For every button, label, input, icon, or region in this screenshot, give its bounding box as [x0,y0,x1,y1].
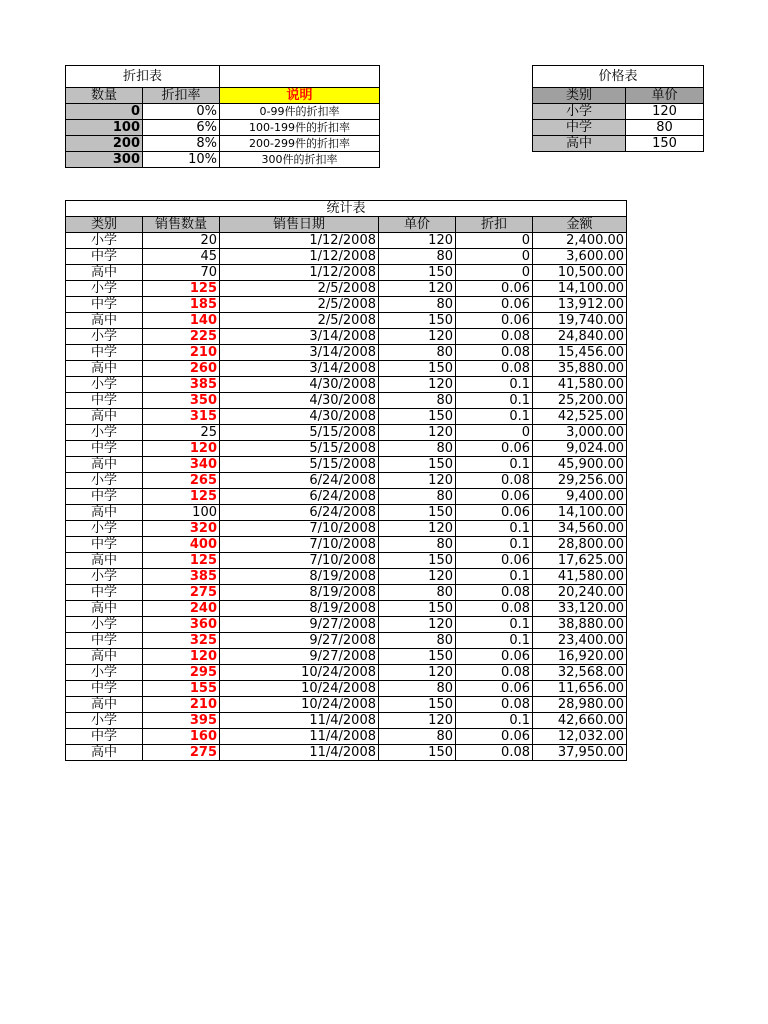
table-row [66,425,627,441]
sales-disc-cell[interactable]: 0.08 [456,585,533,601]
price-row [533,136,704,152]
discount-row [66,120,380,136]
sales-date-cell[interactable]: 3/14/2008 [220,329,379,345]
table-row [66,505,627,521]
sales-cat-cell[interactable]: 小学 [66,329,143,345]
sales-amt-cell[interactable]: 16,920.00 [533,649,627,665]
sales-qty-cell[interactable]: 20 [143,233,220,249]
sales-cat-cell[interactable]: 小学 [66,425,143,441]
sales-qty-cell[interactable]: 275 [143,585,220,601]
sales-disc-cell[interactable]: 0.06 [456,553,533,569]
price-table [532,65,704,152]
sales-header-qty[interactable]: 销售数量 [143,217,220,233]
sales-date-cell[interactable]: 4/30/2008 [220,393,379,409]
sales-disc-cell[interactable]: 0.1 [456,569,533,585]
sales-price-cell[interactable]: 150 [379,697,456,713]
table-row [66,681,627,697]
sales-title[interactable]: 统计表 [66,201,627,217]
sales-price-cell[interactable]: 120 [379,425,456,441]
sales-cat-cell[interactable]: 小学 [66,617,143,633]
sales-qty-cell[interactable]: 265 [143,473,220,489]
sales-price-cell[interactable]: 120 [379,233,456,249]
sales-amt-cell[interactable]: 15,456.00 [533,345,627,361]
price-header-cat[interactable]: 类别 [533,88,626,104]
sales-date-cell[interactable]: 11/4/2008 [220,713,379,729]
sales-disc-cell[interactable]: 0.08 [456,345,533,361]
discount-body [66,104,380,168]
sales-cat-cell[interactable]: 高中 [66,361,143,377]
sales-disc-cell[interactable]: 0.06 [456,441,533,457]
sales-amt-cell[interactable]: 42,660.00 [533,713,627,729]
table-row [66,617,627,633]
sales-price-cell[interactable]: 150 [379,457,456,473]
sales-disc-cell[interactable]: 0.06 [456,489,533,505]
discount-title[interactable]: 折扣表 [66,66,220,88]
sales-qty-cell[interactable]: 295 [143,665,220,681]
sales-cat-cell[interactable]: 高中 [66,313,143,329]
sales-price-cell[interactable]: 150 [379,313,456,329]
sales-amt-cell[interactable]: 9,400.00 [533,489,627,505]
sales-cat-cell[interactable]: 高中 [66,601,143,617]
sales-cat-cell[interactable]: 中学 [66,633,143,649]
sales-header-disc[interactable]: 折扣 [456,217,533,233]
sales-disc-cell[interactable]: 0 [456,265,533,281]
sales-amt-cell[interactable]: 3,000.00 [533,425,627,441]
sales-cat-cell[interactable]: 小学 [66,665,143,681]
table-row [66,713,627,729]
table-row [66,553,627,569]
discount-rate-cell[interactable]: 10% [143,152,220,168]
sales-disc-cell[interactable]: 0.1 [456,521,533,537]
table-row [66,457,627,473]
price-cat-cell[interactable]: 中学 [533,120,626,136]
sales-amt-cell[interactable]: 45,900.00 [533,457,627,473]
sales-price-cell[interactable]: 150 [379,505,456,521]
sales-qty-cell[interactable]: 140 [143,313,220,329]
sales-price-cell[interactable]: 80 [379,393,456,409]
sales-date-cell[interactable]: 6/24/2008 [220,505,379,521]
sales-date-cell[interactable]: 1/12/2008 [220,233,379,249]
sales-disc-cell[interactable]: 0.06 [456,313,533,329]
sales-date-cell[interactable]: 9/27/2008 [220,617,379,633]
sales-qty-cell[interactable]: 155 [143,681,220,697]
sales-date-cell[interactable]: 1/12/2008 [220,249,379,265]
sales-qty-cell[interactable]: 360 [143,617,220,633]
discount-rate-cell[interactable]: 6% [143,120,220,136]
sales-date-cell[interactable]: 5/15/2008 [220,457,379,473]
price-value-cell[interactable]: 150 [626,136,704,152]
sales-amt-cell[interactable]: 19,740.00 [533,313,627,329]
sales-qty-cell[interactable]: 225 [143,329,220,345]
table-row [66,265,627,281]
price-header-row [533,88,704,104]
sales-disc-cell[interactable]: 0 [456,425,533,441]
sales-disc-cell[interactable]: 0.1 [456,537,533,553]
discount-header-qty[interactable]: 数量 [66,88,143,104]
sales-cat-cell[interactable]: 中学 [66,249,143,265]
sales-disc-cell[interactable]: 0.1 [456,713,533,729]
sales-date-cell[interactable]: 8/19/2008 [220,601,379,617]
sales-cat-cell[interactable]: 小学 [66,521,143,537]
sales-disc-cell[interactable]: 0.06 [456,505,533,521]
table-row [66,633,627,649]
sales-cat-cell[interactable]: 高中 [66,745,143,761]
sales-amt-cell[interactable]: 28,800.00 [533,537,627,553]
sales-price-cell[interactable]: 120 [379,521,456,537]
sales-qty-cell[interactable]: 45 [143,249,220,265]
sales-header-cat[interactable]: 类别 [66,217,143,233]
sales-amt-cell[interactable]: 41,580.00 [533,377,627,393]
sales-header-amt[interactable]: 金额 [533,217,627,233]
sales-price-cell[interactable]: 120 [379,329,456,345]
sales-cat-cell[interactable]: 中学 [66,681,143,697]
sales-date-cell[interactable]: 3/14/2008 [220,361,379,377]
sales-qty-cell[interactable]: 320 [143,521,220,537]
sales-amt-cell[interactable]: 13,912.00 [533,297,627,313]
sales-amt-cell[interactable]: 14,100.00 [533,281,627,297]
sales-cat-cell[interactable]: 小学 [66,377,143,393]
discount-note-cell[interactable]: 0-99件的折扣率 [220,104,380,120]
sales-price-cell[interactable]: 150 [379,745,456,761]
sales-disc-cell[interactable]: 0.06 [456,281,533,297]
sales-price-cell[interactable]: 120 [379,713,456,729]
sales-cat-cell[interactable]: 小学 [66,713,143,729]
sales-price-cell[interactable]: 80 [379,441,456,457]
discount-row [66,136,380,152]
sales-qty-cell[interactable]: 395 [143,713,220,729]
table-row [66,569,627,585]
sales-disc-cell[interactable]: 0.1 [456,393,533,409]
sales-disc-cell[interactable]: 0.08 [456,665,533,681]
sales-qty-cell[interactable]: 260 [143,361,220,377]
sales-disc-cell[interactable]: 0.1 [456,617,533,633]
sales-amt-cell[interactable]: 3,600.00 [533,249,627,265]
sales-price-cell[interactable]: 150 [379,361,456,377]
sales-amt-cell[interactable]: 42,525.00 [533,409,627,425]
table-row [66,697,627,713]
price-header-price[interactable]: 单价 [626,88,704,104]
sales-qty-cell[interactable]: 340 [143,457,220,473]
discount-row [66,104,380,120]
sales-amt-cell[interactable]: 25,200.00 [533,393,627,409]
sales-header-date[interactable]: 销售日期 [220,217,379,233]
table-row [66,345,627,361]
sales-price-cell[interactable]: 80 [379,681,456,697]
sales-amt-cell[interactable]: 34,560.00 [533,521,627,537]
discount-qty-cell[interactable]: 0 [66,104,143,120]
sales-cat-cell[interactable]: 中学 [66,345,143,361]
sales-price-cell[interactable]: 120 [379,473,456,489]
sales-price-cell[interactable]: 80 [379,297,456,313]
sales-qty-cell[interactable]: 185 [143,297,220,313]
sales-cat-cell[interactable]: 中学 [66,489,143,505]
sales-cat-cell[interactable]: 中学 [66,729,143,745]
sales-disc-cell[interactable]: 0 [456,249,533,265]
discount-header-note[interactable]: 说明 [220,88,380,104]
sales-price-cell[interactable]: 120 [379,281,456,297]
sales-qty-cell[interactable]: 210 [143,697,220,713]
sales-amt-cell[interactable]: 14,100.00 [533,505,627,521]
table-row [66,585,627,601]
sales-cat-cell[interactable]: 高中 [66,697,143,713]
sales-title-row [66,201,627,217]
sales-qty-cell[interactable]: 210 [143,345,220,361]
sales-cat-cell[interactable]: 中学 [66,441,143,457]
table-row [66,745,627,761]
sales-disc-cell[interactable]: 0.1 [456,633,533,649]
sales-amt-cell[interactable]: 20,240.00 [533,585,627,601]
sales-cat-cell[interactable]: 高中 [66,505,143,521]
sales-price-cell[interactable]: 80 [379,729,456,745]
sales-amt-cell[interactable]: 33,120.00 [533,601,627,617]
sales-amt-cell[interactable]: 37,950.00 [533,745,627,761]
sales-price-cell[interactable]: 150 [379,553,456,569]
table-row [66,297,627,313]
sales-date-cell[interactable]: 9/27/2008 [220,649,379,665]
table-row [66,377,627,393]
sales-cat-cell[interactable]: 中学 [66,537,143,553]
sales-qty-cell[interactable]: 315 [143,409,220,425]
sales-date-cell[interactable]: 7/10/2008 [220,553,379,569]
sales-date-cell[interactable]: 10/24/2008 [220,681,379,697]
sales-qty-cell[interactable]: 125 [143,553,220,569]
sales-date-cell[interactable]: 10/24/2008 [220,697,379,713]
sales-disc-cell[interactable]: 0.1 [456,409,533,425]
discount-note-cell[interactable]: 300件的折扣率 [220,152,380,168]
sales-date-cell[interactable]: 6/24/2008 [220,473,379,489]
sales-price-cell[interactable]: 120 [379,617,456,633]
discount-qty-cell[interactable]: 200 [66,136,143,152]
sales-amt-cell[interactable]: 41,580.00 [533,569,627,585]
discount-note-cell[interactable]: 200-299件的折扣率 [220,136,380,152]
sales-price-cell[interactable]: 150 [379,409,456,425]
price-body [533,104,704,152]
sales-amt-cell[interactable]: 28,980.00 [533,697,627,713]
sales-date-cell[interactable]: 9/27/2008 [220,633,379,649]
table-row [66,393,627,409]
sales-price-cell[interactable]: 80 [379,537,456,553]
sales-price-cell[interactable]: 120 [379,665,456,681]
sales-date-cell[interactable]: 4/30/2008 [220,377,379,393]
table-row [66,665,627,681]
sales-amt-cell[interactable]: 38,880.00 [533,617,627,633]
discount-header-row [66,88,380,104]
sales-amt-cell[interactable]: 2,400.00 [533,233,627,249]
sales-price-cell[interactable]: 120 [379,569,456,585]
sales-cat-cell[interactable]: 高中 [66,553,143,569]
sales-disc-cell[interactable]: 0 [456,233,533,249]
sales-disc-cell[interactable]: 0.06 [456,649,533,665]
sales-cat-cell[interactable]: 小学 [66,473,143,489]
sales-amt-cell[interactable]: 24,840.00 [533,329,627,345]
sales-date-cell[interactable]: 11/4/2008 [220,729,379,745]
sales-qty-cell[interactable]: 25 [143,425,220,441]
sales-date-cell[interactable]: 2/5/2008 [220,281,379,297]
sales-disc-cell[interactable]: 0.06 [456,681,533,697]
sales-disc-cell[interactable]: 0.1 [456,377,533,393]
discount-rate-cell[interactable]: 0% [143,104,220,120]
sales-cat-cell[interactable]: 高中 [66,409,143,425]
table-row [66,249,627,265]
sales-amt-cell[interactable]: 32,568.00 [533,665,627,681]
discount-rate-cell[interactable]: 8% [143,136,220,152]
discount-qty-cell[interactable]: 100 [66,120,143,136]
sales-qty-cell[interactable]: 240 [143,601,220,617]
sales-price-cell[interactable]: 80 [379,249,456,265]
sales-qty-cell[interactable]: 160 [143,729,220,745]
price-value-cell[interactable]: 120 [626,104,704,120]
sales-amt-cell[interactable]: 10,500.00 [533,265,627,281]
sales-cat-cell[interactable]: 小学 [66,569,143,585]
sales-price-cell[interactable]: 80 [379,489,456,505]
sales-date-cell[interactable]: 7/10/2008 [220,521,379,537]
sales-date-cell[interactable]: 2/5/2008 [220,313,379,329]
sales-table [65,200,627,761]
sales-price-cell[interactable]: 150 [379,265,456,281]
sales-qty-cell[interactable]: 125 [143,489,220,505]
price-cat-cell[interactable]: 高中 [533,136,626,152]
discount-qty-cell[interactable]: 300 [66,152,143,168]
discount-header-rate[interactable]: 折扣率 [143,88,220,104]
sales-header-price[interactable]: 单价 [379,217,456,233]
price-cat-cell[interactable]: 小学 [533,104,626,120]
discount-table [65,65,380,168]
sales-price-cell[interactable]: 120 [379,377,456,393]
sales-date-cell[interactable]: 4/30/2008 [220,409,379,425]
discount-title-blank[interactable] [220,66,380,88]
table-row [66,537,627,553]
sales-disc-cell[interactable]: 0.08 [456,697,533,713]
sales-date-cell[interactable]: 5/15/2008 [220,425,379,441]
sales-price-cell[interactable]: 150 [379,601,456,617]
sales-amt-cell[interactable]: 23,400.00 [533,633,627,649]
sales-price-cell[interactable]: 80 [379,345,456,361]
sales-date-cell[interactable]: 7/10/2008 [220,537,379,553]
sales-date-cell[interactable]: 5/15/2008 [220,441,379,457]
table-row [66,601,627,617]
sales-disc-cell[interactable]: 0.1 [456,457,533,473]
sales-qty-cell[interactable]: 325 [143,633,220,649]
sales-qty-cell[interactable]: 400 [143,537,220,553]
table-row [66,441,627,457]
sales-date-cell[interactable]: 6/24/2008 [220,489,379,505]
table-row [66,329,627,345]
sales-price-cell[interactable]: 150 [379,649,456,665]
price-title[interactable]: 价格表 [533,66,704,88]
sales-date-cell[interactable]: 8/19/2008 [220,585,379,601]
sales-amt-cell[interactable]: 17,625.00 [533,553,627,569]
sales-qty-cell[interactable]: 120 [143,649,220,665]
sales-amt-cell[interactable]: 29,256.00 [533,473,627,489]
table-row [66,489,627,505]
discount-note-cell[interactable]: 100-199件的折扣率 [220,120,380,136]
price-row [533,104,704,120]
sales-cat-cell[interactable]: 中学 [66,393,143,409]
sales-amt-cell[interactable]: 11,656.00 [533,681,627,697]
discount-row [66,152,380,168]
table-row [66,521,627,537]
sales-date-cell[interactable]: 11/4/2008 [220,745,379,761]
sales-date-cell[interactable]: 10/24/2008 [220,665,379,681]
sales-qty-cell[interactable]: 100 [143,505,220,521]
price-value-cell[interactable]: 80 [626,120,704,136]
sales-qty-cell[interactable]: 350 [143,393,220,409]
sales-qty-cell[interactable]: 385 [143,569,220,585]
sales-amt-cell[interactable]: 9,024.00 [533,441,627,457]
price-title-row [533,66,704,88]
sales-disc-cell[interactable]: 0.08 [456,601,533,617]
sales-body [66,233,627,761]
table-row [66,361,627,377]
sales-disc-cell[interactable]: 0.08 [456,329,533,345]
price-row [533,120,704,136]
sales-header-row [66,217,627,233]
sales-qty-cell[interactable]: 70 [143,265,220,281]
sales-amt-cell[interactable]: 12,032.00 [533,729,627,745]
sales-cat-cell[interactable]: 高中 [66,649,143,665]
table-row [66,233,627,249]
sales-cat-cell[interactable]: 高中 [66,265,143,281]
sales-date-cell[interactable]: 2/5/2008 [220,297,379,313]
sales-amt-cell[interactable]: 35,880.00 [533,361,627,377]
sales-cat-cell[interactable]: 小学 [66,281,143,297]
sales-disc-cell[interactable]: 0.06 [456,729,533,745]
sales-qty-cell[interactable]: 275 [143,745,220,761]
sales-date-cell[interactable]: 1/12/2008 [220,265,379,281]
sales-cat-cell[interactable]: 中学 [66,585,143,601]
table-row [66,729,627,745]
table-row [66,409,627,425]
sales-qty-cell[interactable]: 125 [143,281,220,297]
sales-disc-cell[interactable]: 0.08 [456,361,533,377]
table-row [66,313,627,329]
sales-qty-cell[interactable]: 385 [143,377,220,393]
table-row [66,473,627,489]
sales-disc-cell[interactable]: 0.08 [456,473,533,489]
sales-price-cell[interactable]: 80 [379,633,456,649]
table-row [66,281,627,297]
sales-price-cell[interactable]: 80 [379,585,456,601]
discount-title-row [66,66,380,88]
sales-disc-cell[interactable]: 0.08 [456,745,533,761]
sales-cat-cell[interactable]: 小学 [66,233,143,249]
table-row [66,649,627,665]
sales-date-cell[interactable]: 8/19/2008 [220,569,379,585]
sales-cat-cell[interactable]: 高中 [66,457,143,473]
sales-cat-cell[interactable]: 中学 [66,297,143,313]
sales-date-cell[interactable]: 3/14/2008 [220,345,379,361]
sales-qty-cell[interactable]: 120 [143,441,220,457]
sales-disc-cell[interactable]: 0.06 [456,297,533,313]
